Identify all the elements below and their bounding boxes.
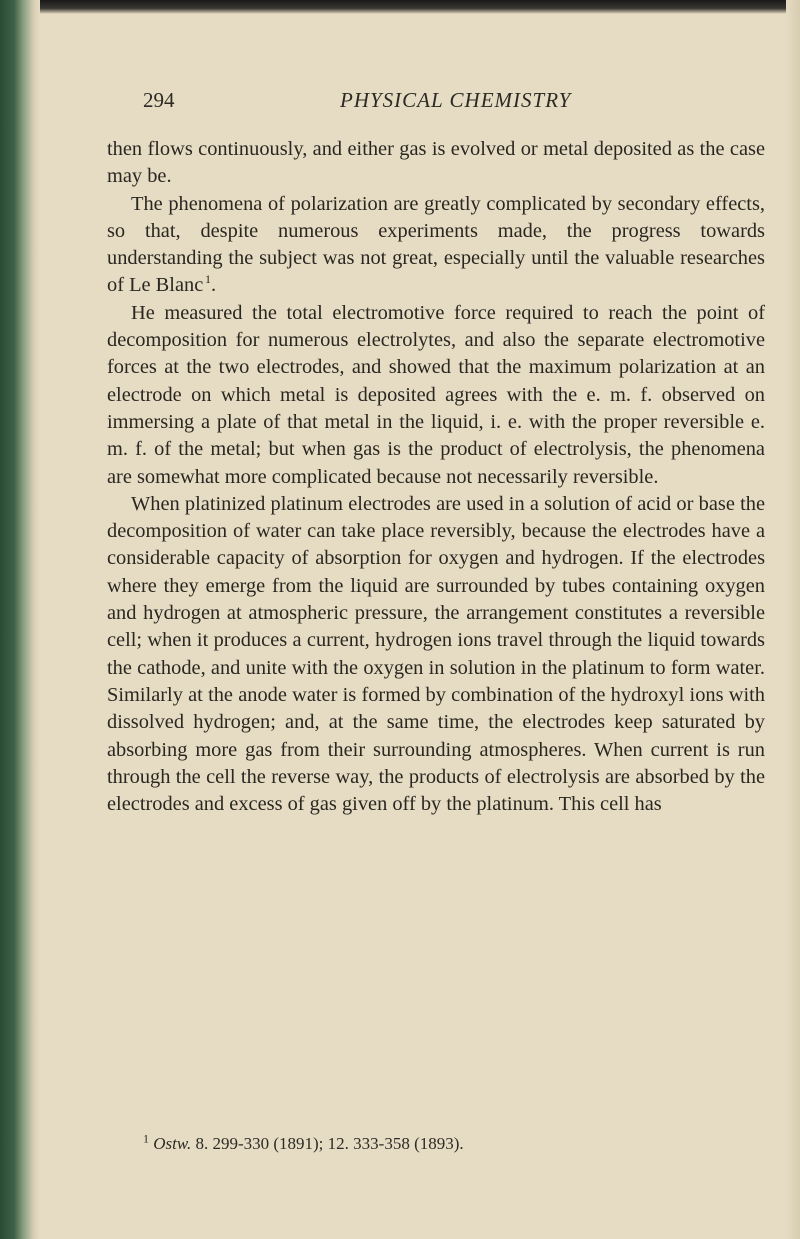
- paragraph-text: The phenomena of polarization are greatly complicated by secondary effects, so that, despite numerous experiments made, the progress towards understanding the subject was not great, especially until the valuable researches of Le Blanc: [107, 192, 765, 297]
- paragraph-platinized-electrodes: [107, 491, 765, 819]
- paragraph-electromotive-force: [107, 300, 765, 491]
- footnote-reference: 1: [204, 272, 211, 287]
- paragraph-text: When platinized platinum electrodes are used in a solution of acid or base the decomposition of water can take place reversibly, because the electrodes have a considerable capacity of absorption for oxygen and hydrogen. If the electrodes where they emerge from the liquid are surrounded by tubes containing oxygen and hydrogen at atmospheric pressure, the arrangement constitutes a reversible cell; when it produces a current, hydrogen ions travel through the liquid towards the cathode, and unite with the oxygen in solution in the platinum to form water. Similarly at the anode water is formed by combination of the hydroxyl ions with dissolved hydrogen; and, at the same time, the electrodes keep saturated by absorbing more gas from their surrounding atmospheres. When current is run through the cell the reverse way, the products of electrolysis are absorbed by the electrodes and excess of gas given off by the platinum. This cell has: [107, 492, 765, 816]
- running-title: PHYSICAL CHEMISTRY: [340, 88, 572, 112]
- footnote-mark: 1: [143, 1131, 149, 1146]
- paragraph-tail: .: [210, 274, 217, 297]
- paragraph-continuation: [107, 136, 765, 191]
- paragraph-text: He measured the total electromotive force required to reach the point of decomposition for numerous electrolytes, and also the separate electromotive forces at the two electrodes, and showed that the maximum polarization at an electrode on which metal is deposited agrees with the e. m. f. observed on immersing a plate of that metal in the liquid, i. e. with the proper reversible e. m. f. of the metal; but when gas is the product of electrolysis, the phenomena are somewhat more complicated because not necessarily reversible.: [107, 301, 765, 488]
- body-text: [107, 136, 765, 818]
- scan-right-edge: [786, 0, 800, 1239]
- footnote-journal: Ostw.: [153, 1134, 192, 1153]
- scan-binding-edge: [0, 0, 40, 1239]
- paragraph-polarization: [107, 191, 765, 300]
- footnote: [143, 1131, 763, 1154]
- page-number: 294: [143, 88, 175, 112]
- page-header: [143, 88, 763, 118]
- paragraph-text: then flows continuously, and either gas is evolved or metal deposited as the case may be.: [107, 138, 765, 188]
- scan-top-shadow: [0, 0, 800, 14]
- footnote-citation: 8. 299-330 (1891); 12. 333-358 (1893).: [195, 1134, 464, 1153]
